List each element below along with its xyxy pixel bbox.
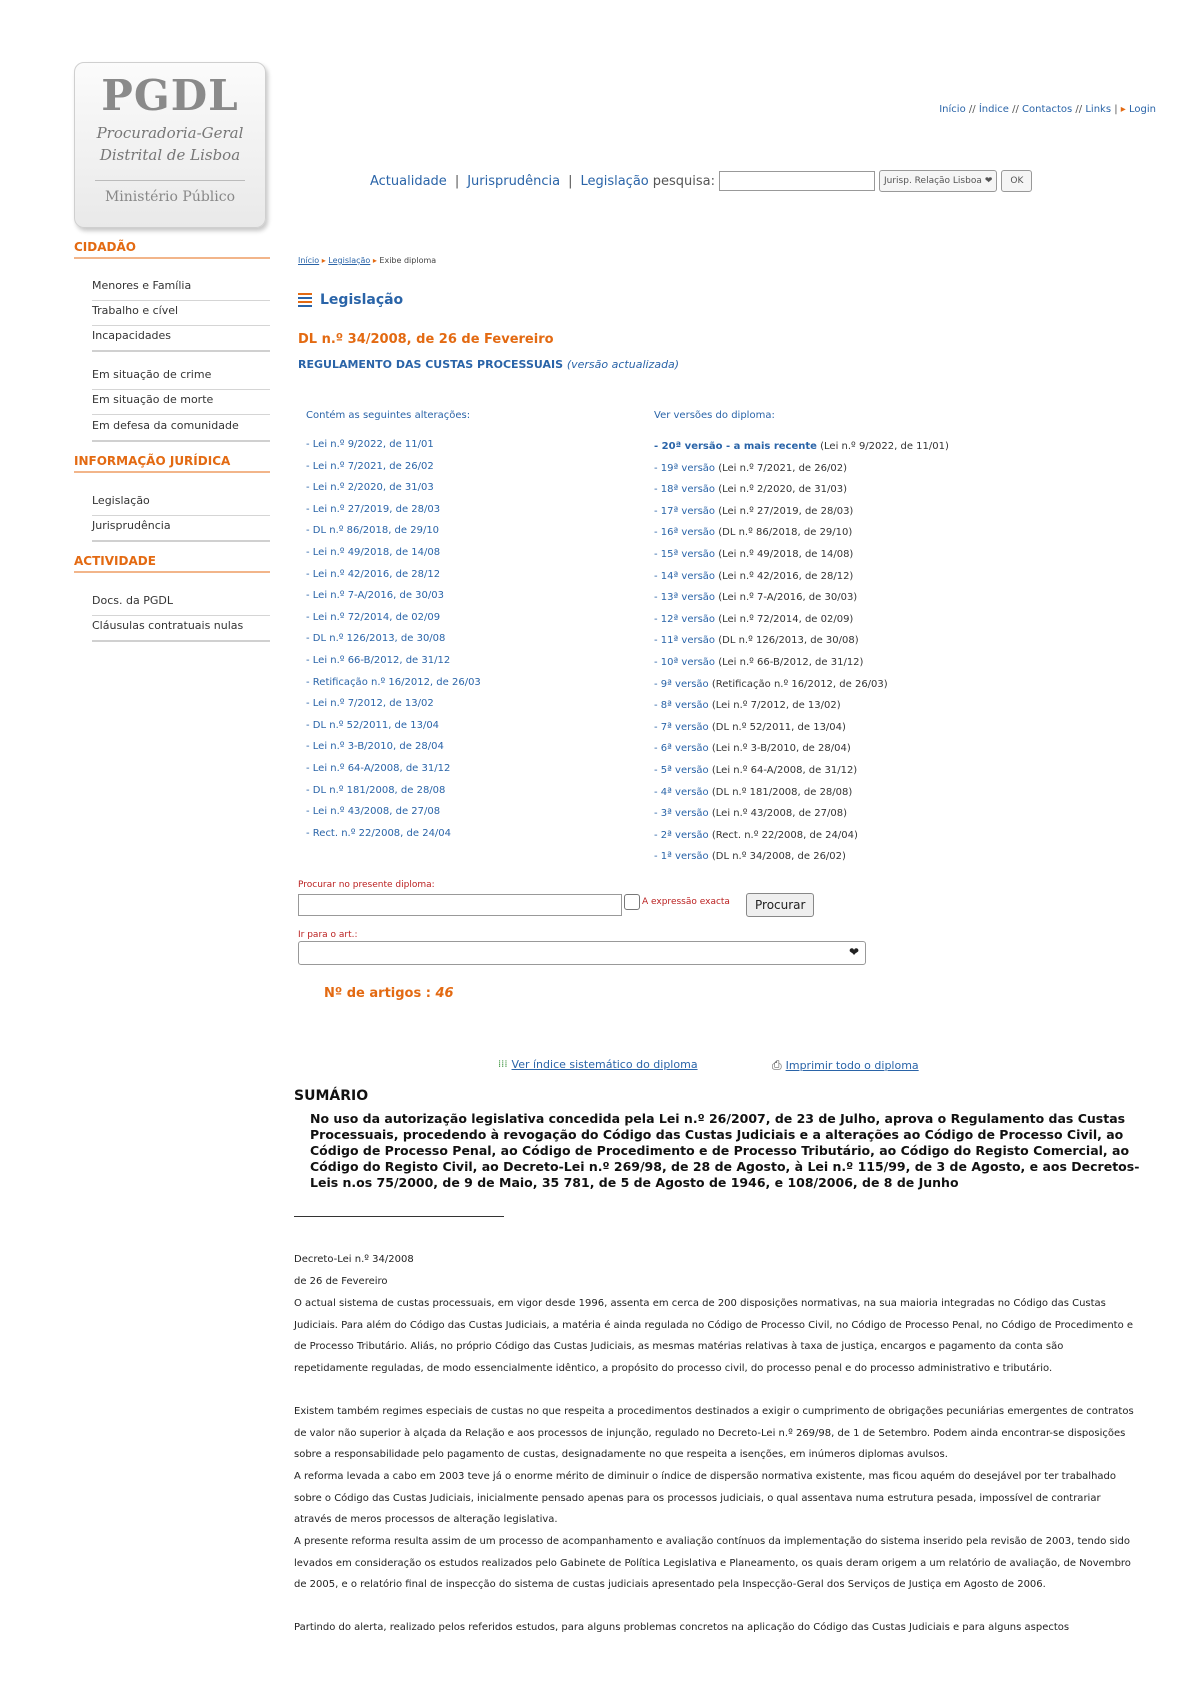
sumario-heading: SUMÁRIO — [294, 1088, 369, 1104]
alterations-heading: Contém as seguintes alterações: — [306, 410, 471, 421]
sep: // — [1072, 104, 1086, 115]
link-indice[interactable]: Índice — [978, 104, 1009, 115]
body-paragraph: Partindo do alerta, realizado pelos referidos estudos, para alguns problemas concretos na aplicação do Código das Custas Judiciais e para alguns aspectos — [294, 1622, 1070, 1633]
version-item — [654, 765, 857, 776]
tree-icon: ⁞⁞⁞ — [498, 1059, 508, 1070]
link-inicio[interactable]: Início — [939, 104, 966, 115]
sidebar-heading-actividade: ACTIVIDADE — [74, 554, 270, 573]
sidebar-item-comunidade[interactable]: Em defesa da comunidade — [92, 416, 270, 442]
sep: // — [1008, 104, 1022, 115]
diploma-name-text: REGULAMENTO DAS CUSTAS PROCESSUAIS — [298, 358, 563, 371]
logo-org: Ministério Público — [104, 189, 236, 205]
search-ok-button[interactable]: OK — [1001, 170, 1032, 192]
exact-expression-option — [624, 894, 730, 910]
login-arrow-icon: ▸ — [1120, 104, 1126, 115]
version-item — [654, 441, 949, 452]
diploma-title: DL n.º 34/2008, de 26 de Fevereiro — [298, 332, 554, 347]
alteration-link[interactable]: - Lei n.º 43/2008, de 27/08 — [306, 806, 441, 818]
version-ref: (DL n.º 181/2008, de 28/08) — [708, 786, 853, 798]
sep-bar: | — [1114, 104, 1121, 115]
version-link[interactable]: - 19ª versão — [654, 462, 716, 474]
divider — [294, 1216, 504, 1217]
search-label: pesquisa: — [652, 173, 715, 189]
nav-jurisprudencia[interactable]: Jurisprudência — [467, 173, 561, 189]
search-scope-select[interactable] — [879, 170, 997, 192]
goto-article-select[interactable] — [298, 941, 866, 965]
version-link[interactable]: - 7ª versão — [654, 721, 709, 733]
version-ref: (Lei n.º 3-B/2010, de 28/04) — [708, 743, 851, 755]
top-links — [939, 104, 1156, 115]
sidebar-item-incapacidades[interactable]: Incapacidades — [92, 326, 270, 352]
list-icon — [298, 293, 312, 307]
version-link[interactable]: - 6ª versão — [654, 743, 709, 755]
breadcrumb-legislacao[interactable]: Legislação — [328, 256, 371, 265]
version-item — [654, 787, 852, 798]
alteration-link[interactable]: - Lei n.º 49/2018, de 14/08 — [306, 547, 441, 558]
version-ref: (Retificação n.º 16/2012, de 26/03) — [708, 678, 888, 690]
version-ref: (Lei n.º 27/2019, de 28/03) — [715, 505, 854, 517]
version-link[interactable]: - 16ª versão — [654, 527, 716, 539]
alteration-link[interactable]: - Lei n.º 2/2020, de 31/03 — [306, 482, 434, 494]
alteration-link[interactable]: - DL n.º 52/2011, de 13/04 — [306, 719, 440, 731]
alteration-link[interactable]: - Lei n.º 72/2014, de 02/09 — [306, 611, 441, 623]
logo-divider — [95, 180, 245, 181]
alteration-link[interactable]: - Lei n.º 7/2021, de 26/02 — [306, 460, 434, 472]
version-ref: (DL n.º 126/2013, de 30/08) — [715, 635, 859, 647]
version-item — [654, 549, 853, 560]
sidebar-heading-info: INFORMAÇÃO JURÍDICA — [74, 454, 270, 473]
version-ref: (Lei n.º 42/2016, de 28/12) — [715, 570, 854, 582]
link-login[interactable]: Login — [1129, 104, 1156, 115]
version-item — [654, 484, 847, 495]
article-count-label: Nº de artigos : — [324, 986, 431, 1001]
version-link[interactable]: - 15ª versão — [654, 549, 716, 560]
version-item — [654, 506, 853, 517]
article-count-value: 46 — [435, 986, 454, 1001]
version-link[interactable]: - 12ª versão — [654, 613, 716, 625]
link-links[interactable]: Links — [1085, 104, 1112, 115]
alteration-link[interactable]: - Lei n.º 7-A/2016, de 30/03 — [306, 590, 444, 602]
version-ref: (Rect. n.º 22/2008, de 24/04) — [708, 829, 858, 841]
exact-expression-checkbox[interactable] — [624, 894, 640, 910]
version-ref: (Lei n.º 49/2018, de 14/08) — [715, 549, 854, 560]
logo-abbr: PGDL — [101, 71, 239, 120]
procurar-button[interactable]: Procurar — [746, 893, 814, 917]
alteration-link[interactable]: - Retificação n.º 16/2012, de 26/03 — [306, 676, 481, 688]
alteration-link[interactable]: - DL n.º 126/2013, de 30/08 — [306, 633, 446, 645]
nav-sep: | — [454, 173, 460, 189]
breadcrumb-arrow-icon: ▸ — [372, 256, 377, 265]
logo-line2: Distrital de Lisboa — [99, 146, 241, 164]
version-item — [654, 571, 853, 582]
body-paragraph: Existem também regimes especiais de custas no que respeita a procedimentos destinados a exigir o cumprimento de obrigações pecuniárias emergentes de contratos de valor não superior à alçada da Relação e aos processos de injunção, regulado no Decreto-Lei n.º 269/98, de 1 de Setembro. Podem ainda encontrar-se disposições sobre a responsabilidade pelo pagamento de custas, designadamente no que respeita a isenções, em inúmeros diplomas avulsos. — [294, 1406, 1134, 1461]
version-link[interactable]: - 17ª versão — [654, 505, 716, 517]
printer-icon: ⎙ — [772, 1058, 782, 1072]
version-item — [654, 635, 859, 646]
search-diploma-input[interactable] — [298, 894, 622, 916]
version-ref: (Lei n.º 66-B/2012, de 31/12) — [715, 657, 864, 668]
version-item — [654, 722, 846, 733]
version-link[interactable]: - 2ª versão — [654, 829, 709, 841]
version-ref: (Lei n.º 7-A/2016, de 30/03) — [715, 592, 858, 604]
version-ref: (DL n.º 86/2018, de 29/10) — [715, 527, 853, 539]
index-link[interactable] — [498, 1058, 698, 1071]
version-ref: (Lei n.º 7/2012, de 13/02) — [708, 700, 841, 712]
body-paragraph: Decreto-Lei n.º 34/2008 — [294, 1254, 414, 1265]
version-link[interactable]: - 14ª versão — [654, 570, 716, 582]
article-count — [324, 986, 454, 1001]
top-search-bar — [370, 170, 1032, 192]
version-item — [654, 657, 863, 668]
nav-legislacao[interactable]: Legislação — [580, 173, 649, 189]
print-link[interactable] — [772, 1058, 919, 1073]
version-item — [654, 700, 841, 711]
version-item — [654, 851, 846, 862]
breadcrumb-current: Exibe diploma — [379, 256, 437, 265]
chevron-down-icon: ❤ — [984, 176, 993, 186]
alteration-link[interactable]: - Lei n.º 7/2012, de 13/02 — [306, 698, 434, 710]
body-paragraph: A reforma levada a cabo em 2003 teve já o enorme mérito de diminuir o índice de dispersão normativa existente, mas ficou aquém do desejável por ter trabalhado sobre o Código das Custas Judiciais, inicialmente pensado apenas para os processos judiciais, o qual assentava numa estrutura pesada, impossível de contrariar através de meros processos de alteração legislativa. — [294, 1471, 1117, 1526]
version-ref: (Lei n.º 2/2020, de 31/03) — [715, 484, 847, 496]
sidebar-heading-cidadao: CIDADÃO — [74, 240, 270, 259]
sep: // — [965, 104, 979, 115]
logo-line1: Procuradoria-Geral — [96, 124, 244, 142]
search-input[interactable] — [719, 171, 875, 191]
version-item — [654, 830, 858, 841]
diploma-name — [298, 358, 679, 371]
version-item — [654, 808, 847, 819]
search-diploma-label: Procurar no presente diploma: — [298, 880, 435, 890]
version-link[interactable]: - 9ª versão — [654, 678, 709, 690]
version-ref: (DL n.º 34/2008, de 26/02) — [708, 851, 846, 863]
index-link-text: Ver índice sistemático do diploma — [511, 1058, 698, 1071]
alteration-link[interactable]: - Lei n.º 66-B/2012, de 31/12 — [306, 655, 451, 666]
alteration-link[interactable]: - DL n.º 86/2018, de 29/10 — [306, 525, 440, 537]
body-paragraph: A presente reforma resulta assim de um processo de acompanhamento e avaliação contínuos da implementação do sistema inserido pela revisão de 2003, tendo sido levados em consideração os estudos realizados pelo Gabinete de Política Legislativa e Planeamento, os quais deram origem a um relatório de avaliação, de Novembro de 2005, e o relatório final de inspecção do sistema de custas judiciais apresentado pela Inspecção-Geral dos Serviços de Justiça em Agosto de 2006. — [294, 1536, 1131, 1591]
section-title-text: Legislação — [320, 292, 404, 308]
chevron-down-icon: ❤ — [848, 945, 859, 959]
alteration-link[interactable]: - Lei n.º 3-B/2010, de 28/04 — [306, 741, 444, 753]
version-link[interactable]: - 13ª versão — [654, 592, 716, 604]
sidebar-item-trabalho[interactable]: Trabalho e cível — [92, 301, 270, 326]
nav-actualidade[interactable]: Actualidade — [370, 173, 447, 189]
link-contactos[interactable]: Contactos — [1022, 104, 1073, 115]
alteration-link[interactable]: - Lei n.º 9/2022, de 11/01 — [306, 439, 434, 450]
version-link[interactable]: - 4ª versão — [654, 786, 709, 798]
sidebar-item-docs[interactable]: Docs. da PGDL — [92, 591, 270, 616]
version-item — [654, 463, 847, 474]
version-ref: (Lei n.º 7/2021, de 26/02) — [715, 462, 847, 474]
exact-expression-label: A expressão exacta — [642, 897, 730, 907]
print-link-text: Imprimir todo o diploma — [785, 1059, 919, 1072]
alteration-link[interactable]: - Rect. n.º 22/2008, de 24/04 — [306, 827, 452, 839]
sumario-text: No uso da autorização legislativa concedida pela Lei n.º 26/2007, de 23 de Julho, aprova o Regulamento das Custas Processuais, procedendo à revogação do Código das Custas Judiciais e a alterações ao Código de Processo Civil, ao Código de Processo Penal, ao Código de Procedimento e de Processo Tributário, ao Código do Registo Comercial, ao Código do Registo Civil, ao Decreto-Lei n.º 269/98, de 28 de Agosto, à Lei n.º 115/99, de 3 de Agosto, e aos Decretos-Leis n.os 75/2000, de 9 de Maio, 35 781, de 5 de Agosto de 1946, e 108/2006, de 8 de Junho — [310, 1111, 1140, 1190]
version-link[interactable]: - 1ª versão — [654, 851, 709, 863]
version-link[interactable]: - 5ª versão — [654, 765, 709, 776]
alteration-link[interactable]: - Lei n.º 64-A/2008, de 31/12 — [306, 763, 451, 774]
version-ref: (Lei n.º 72/2014, de 02/09) — [715, 613, 854, 625]
version-ref: (Lei n.º 43/2008, de 27/08) — [708, 808, 847, 820]
sidebar-item-legislacao[interactable]: Legislação — [92, 491, 270, 516]
sidebar-item-jurisprudencia[interactable]: Jurisprudência — [92, 516, 270, 542]
goto-article-label: Ir para o art.: — [298, 930, 358, 940]
nav-sep: | — [568, 173, 573, 189]
sidebar-item-menores[interactable]: Menores e Família — [92, 276, 270, 301]
diploma-version-note: (versão actualizada) — [566, 358, 680, 371]
version-link[interactable]: - 8ª versão — [654, 700, 709, 712]
section-title — [298, 292, 403, 308]
sidebar-item-clausulas[interactable]: Cláusulas contratuais nulas — [92, 616, 270, 642]
breadcrumb — [298, 256, 436, 265]
version-item — [654, 743, 851, 754]
site-logo[interactable] — [74, 62, 266, 228]
version-link[interactable]: - 10ª versão — [654, 657, 716, 668]
version-ref: (Lei n.º 64-A/2008, de 31/12) — [708, 765, 858, 776]
search-scope-value: Jurisp. Relação Lisboa — [884, 176, 982, 186]
version-item — [654, 679, 888, 690]
alteration-link[interactable]: - Lei n.º 42/2016, de 28/12 — [306, 568, 441, 580]
version-ref: (DL n.º 52/2011, de 13/04) — [708, 721, 846, 733]
version-link[interactable]: - 3ª versão — [654, 808, 709, 820]
alteration-link[interactable]: - Lei n.º 27/2019, de 28/03 — [306, 503, 441, 515]
version-item — [654, 614, 853, 625]
body-paragraph: de 26 de Fevereiro — [294, 1276, 388, 1287]
body-paragraph: O actual sistema de custas processuais, em vigor desde 1996, assenta em cerca de 200 disposições normativas, na sua maioria integradas no Código das Custas Judiciais. Para além do Código das Custas Judiciais, a matéria é ainda regulada no Código de Processo Civil, no Código de Processo Penal, no Código de Procedimento e de Processo Tributário. Aliás, no próprio Código das Custas Judiciais, as mesmas matérias relativas à taxa de justiça, encargos e pagamento da conta são repetidamente reguladas, de modo essencialmente idêntico, a propósito do processo civil, do processo penal e do processo administrativo e tributário. — [294, 1298, 1134, 1374]
version-item — [654, 592, 857, 603]
versions-heading: Ver versões do diploma: — [654, 410, 775, 421]
version-link[interactable]: - 20ª versão - a mais recente — [654, 441, 817, 452]
breadcrumb-arrow-icon: ▸ — [321, 256, 326, 265]
version-link[interactable]: - 11ª versão — [654, 635, 716, 647]
version-ref: (Lei n.º 9/2022, de 11/01) — [816, 441, 949, 452]
alteration-link[interactable]: - DL n.º 181/2008, de 28/08 — [306, 784, 446, 796]
sidebar-item-crime[interactable]: Em situação de crime — [92, 365, 270, 390]
breadcrumb-inicio[interactable]: Início — [298, 256, 320, 265]
version-link[interactable]: - 18ª versão — [654, 484, 716, 496]
sidebar-item-morte[interactable]: Em situação de morte — [92, 390, 270, 415]
version-item — [654, 527, 852, 538]
